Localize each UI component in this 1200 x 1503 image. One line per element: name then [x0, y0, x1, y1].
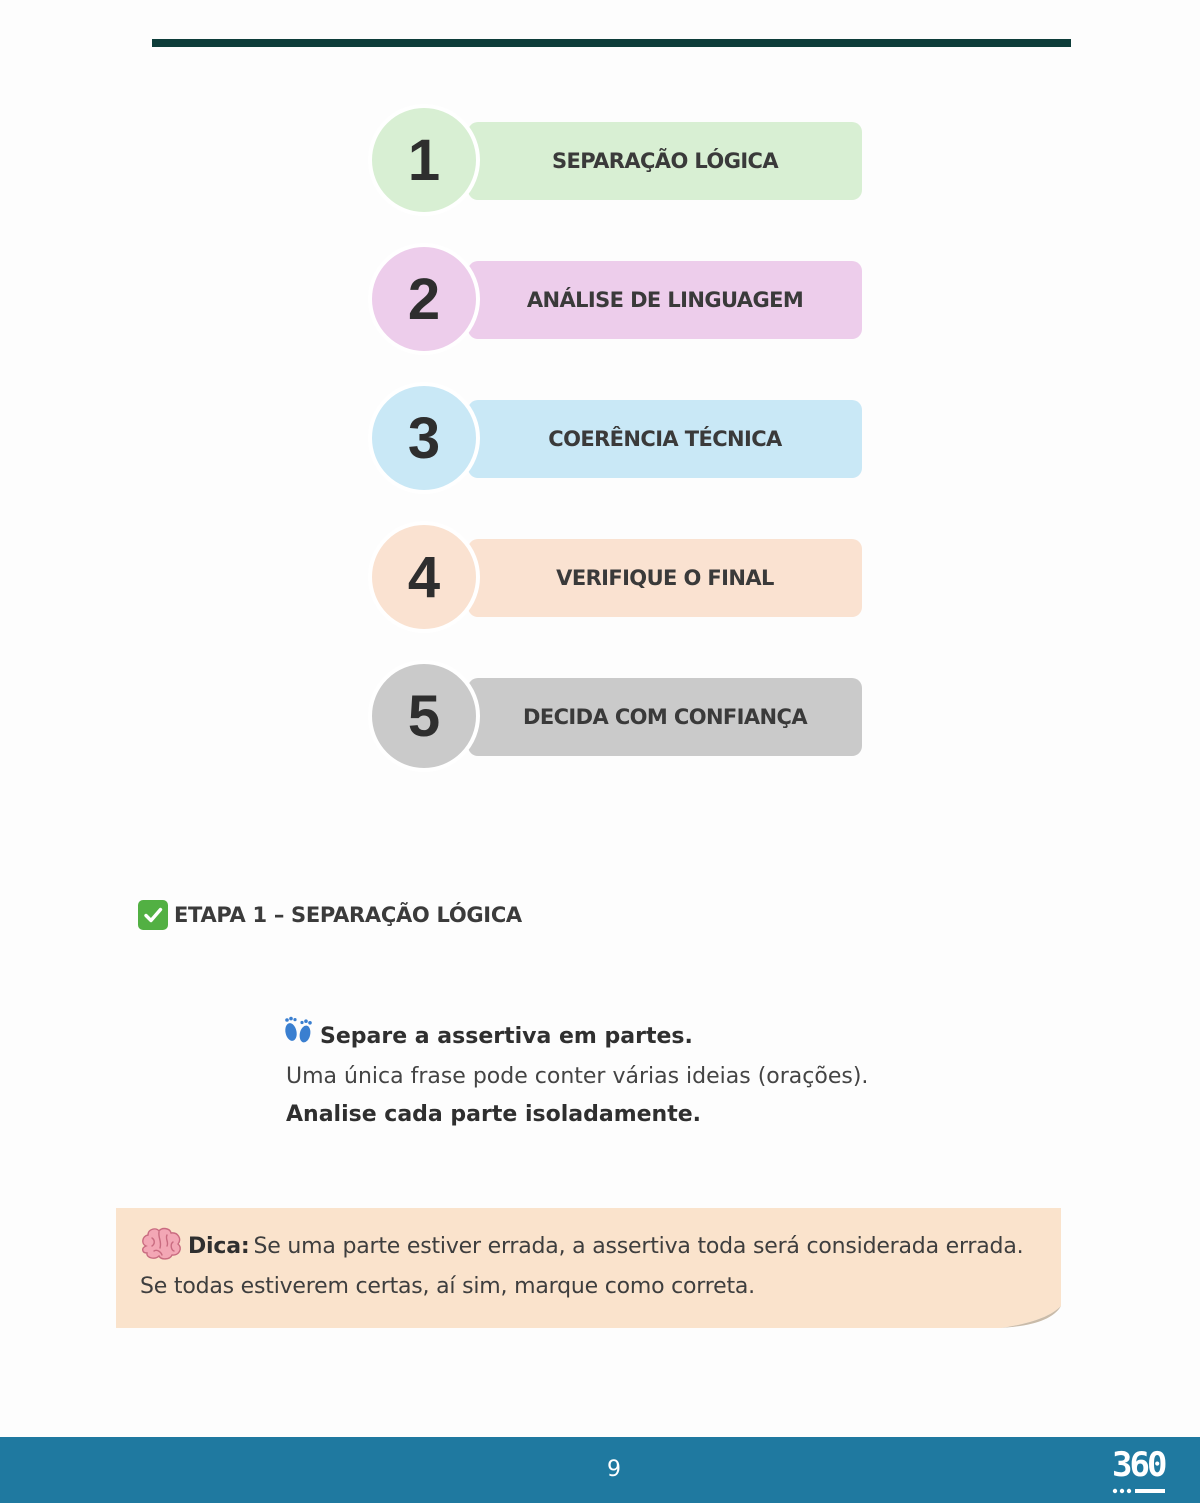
- step-explanation: [282, 1015, 1042, 1134]
- body-line-2: Uma única frase pode conter várias ideias (orações).: [286, 1064, 869, 1089]
- tip-line-1: [140, 1226, 1023, 1266]
- body-line-3: Analise cada parte isoladamente.: [286, 1102, 702, 1127]
- step-label: VERIFIQUE O FINAL: [556, 566, 774, 590]
- footprints-icon: [282, 1015, 314, 1058]
- lead-text: Separe a assertiva em partes.: [320, 1023, 693, 1049]
- page-footer: [0, 1437, 1200, 1503]
- step-1: [368, 104, 862, 216]
- section-heading: [138, 898, 522, 932]
- brain-icon: [140, 1226, 184, 1266]
- step-5: [368, 660, 862, 772]
- step-label: DECIDA COM CONFIANÇA: [523, 705, 807, 729]
- step-label: SEPARAÇÃO LÓGICA: [551, 149, 779, 173]
- tip-box: [116, 1208, 1061, 1328]
- brand-underline-icon: [1112, 1486, 1168, 1496]
- step-4: [368, 521, 862, 633]
- section-title: ETAPA 1 – SEPARAÇÃO LÓGICA: [174, 903, 522, 927]
- step-number-circle: 2: [368, 243, 480, 355]
- page-curl: [1001, 1306, 1061, 1328]
- tip-line-2: Se todas estiverem certas, aí sim, marque como correta.: [140, 1274, 755, 1299]
- tip-text: Se uma parte estiver errada, a assertiva toda será considerada errada.: [253, 1233, 1024, 1259]
- step-label: COERÊNCIA TÉCNICA: [548, 427, 782, 451]
- brand-text: 360: [1112, 1445, 1165, 1485]
- step-number-circle: 3: [368, 382, 480, 494]
- step-label: ANÁLISE DE LINGUAGEM: [526, 288, 804, 312]
- top-rule: [152, 39, 1071, 47]
- check-mark-icon: [138, 900, 168, 930]
- tip-label: Dica:: [188, 1233, 250, 1259]
- step-number-circle: 4: [368, 521, 480, 633]
- step-number-circle: 1: [368, 104, 480, 216]
- page-number: 9: [607, 1457, 621, 1482]
- step-number-circle: 5: [368, 660, 480, 772]
- step-3: [368, 382, 862, 494]
- lead-line: [282, 1015, 1042, 1058]
- step-2: [368, 243, 862, 355]
- brand-logo: [1112, 1447, 1168, 1495]
